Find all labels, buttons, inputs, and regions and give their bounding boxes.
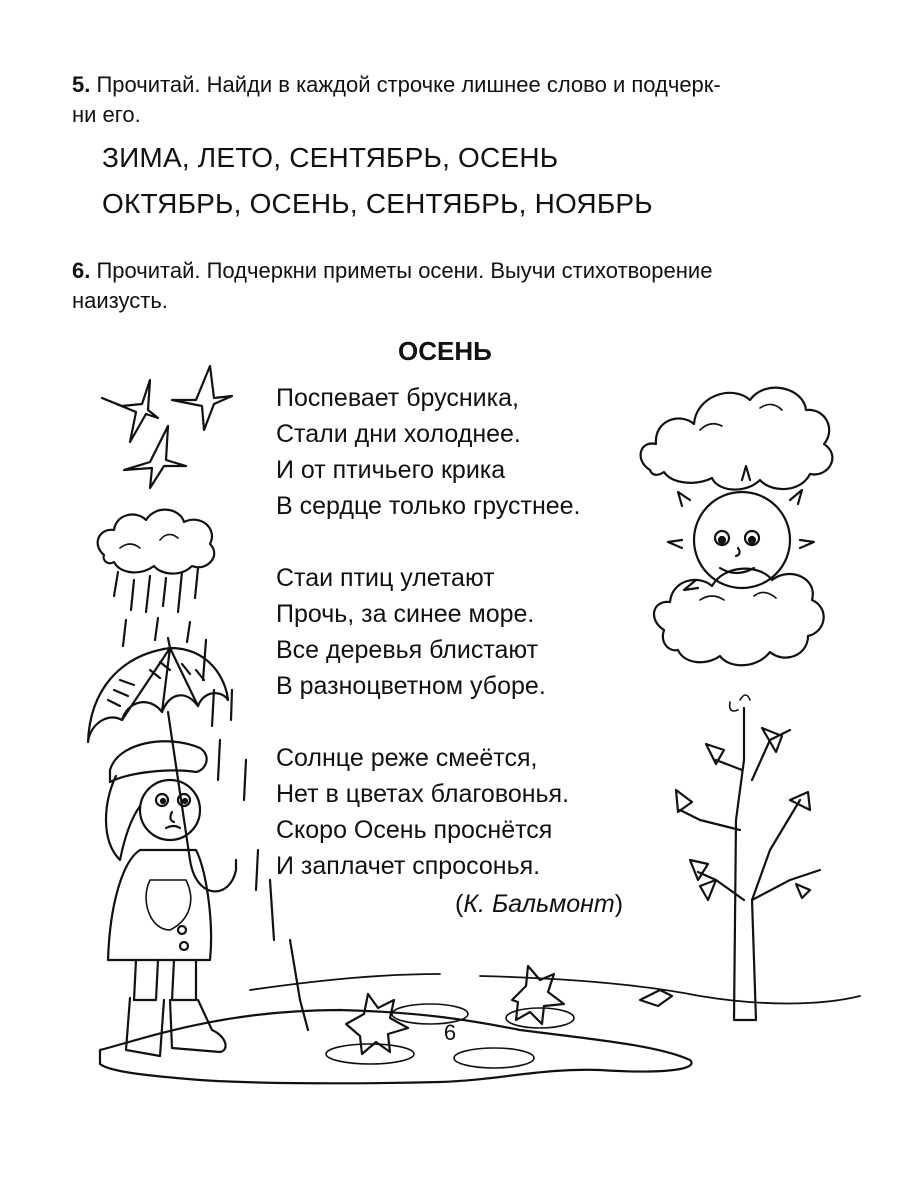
poem-line[interactable]: В разноцветном уборе. (276, 672, 546, 700)
task5-instruction-line1: Прочитай. Найди в каждой строчке лишнее слово и подчерк- (96, 72, 721, 97)
poem-stanza-3 (276, 740, 569, 884)
author-close-paren: ) (614, 890, 624, 918)
poem-author (455, 890, 623, 919)
flying-birds-icon (102, 366, 232, 488)
task6-number: 6. (72, 258, 91, 283)
umbrella-icon (88, 638, 236, 891)
poem-line[interactable]: В сердце только грустнее. (276, 492, 581, 520)
poem-line[interactable]: Солнце реже смеётся, (276, 744, 538, 772)
poem-stanza-2 (276, 560, 546, 704)
poem-line[interactable]: Все деревья блистают (276, 636, 539, 664)
task5-number: 5. (72, 72, 91, 97)
tree-icon (676, 695, 820, 1020)
poem-line[interactable]: Скоро Осень проснётся (276, 816, 553, 844)
task5-word-row-1[interactable]: ЗИМА, ЛЕТО, СЕНТЯБРЬ, ОСЕНЬ (102, 142, 559, 173)
page-number: 6 (443, 1020, 457, 1045)
cloud-icon (641, 388, 833, 490)
author-name: К. Бальмонт (463, 890, 615, 918)
poem-line[interactable]: Стаи птиц улетают (276, 564, 495, 592)
poem-line[interactable]: Нет в цветах благовонья. (276, 780, 570, 808)
author-open-paren: ( (455, 890, 464, 918)
task6-instruction (72, 256, 832, 316)
poem-line[interactable]: Поспевает брусника, (276, 384, 519, 412)
task6-instruction-line2: наизусть. (72, 288, 168, 313)
cloud-icon (654, 569, 824, 666)
task5-word-row-2[interactable]: ОКТЯБРЬ, ОСЕНЬ, СЕНТЯБРЬ, НОЯБРЬ (102, 188, 653, 219)
child-in-raincoat-icon (106, 741, 226, 1056)
poem-line[interactable]: Прочь, за синее море. (276, 600, 535, 628)
task5-instruction (72, 70, 832, 130)
poem-title: ОСЕНЬ (398, 336, 492, 366)
poem-line[interactable]: И от птичьего крика (276, 456, 506, 484)
task6-instruction-line1: Прочитай. Подчеркни приметы осени. Выучи стихотворение (96, 258, 713, 283)
poem-line[interactable]: Стали дни холоднее. (276, 420, 521, 448)
poem-stanza-1 (276, 380, 581, 524)
task5-instruction-line2: ни его. (72, 102, 141, 127)
poem-line[interactable]: И заплачет спросонья. (276, 852, 541, 880)
sun-icon (668, 466, 814, 590)
